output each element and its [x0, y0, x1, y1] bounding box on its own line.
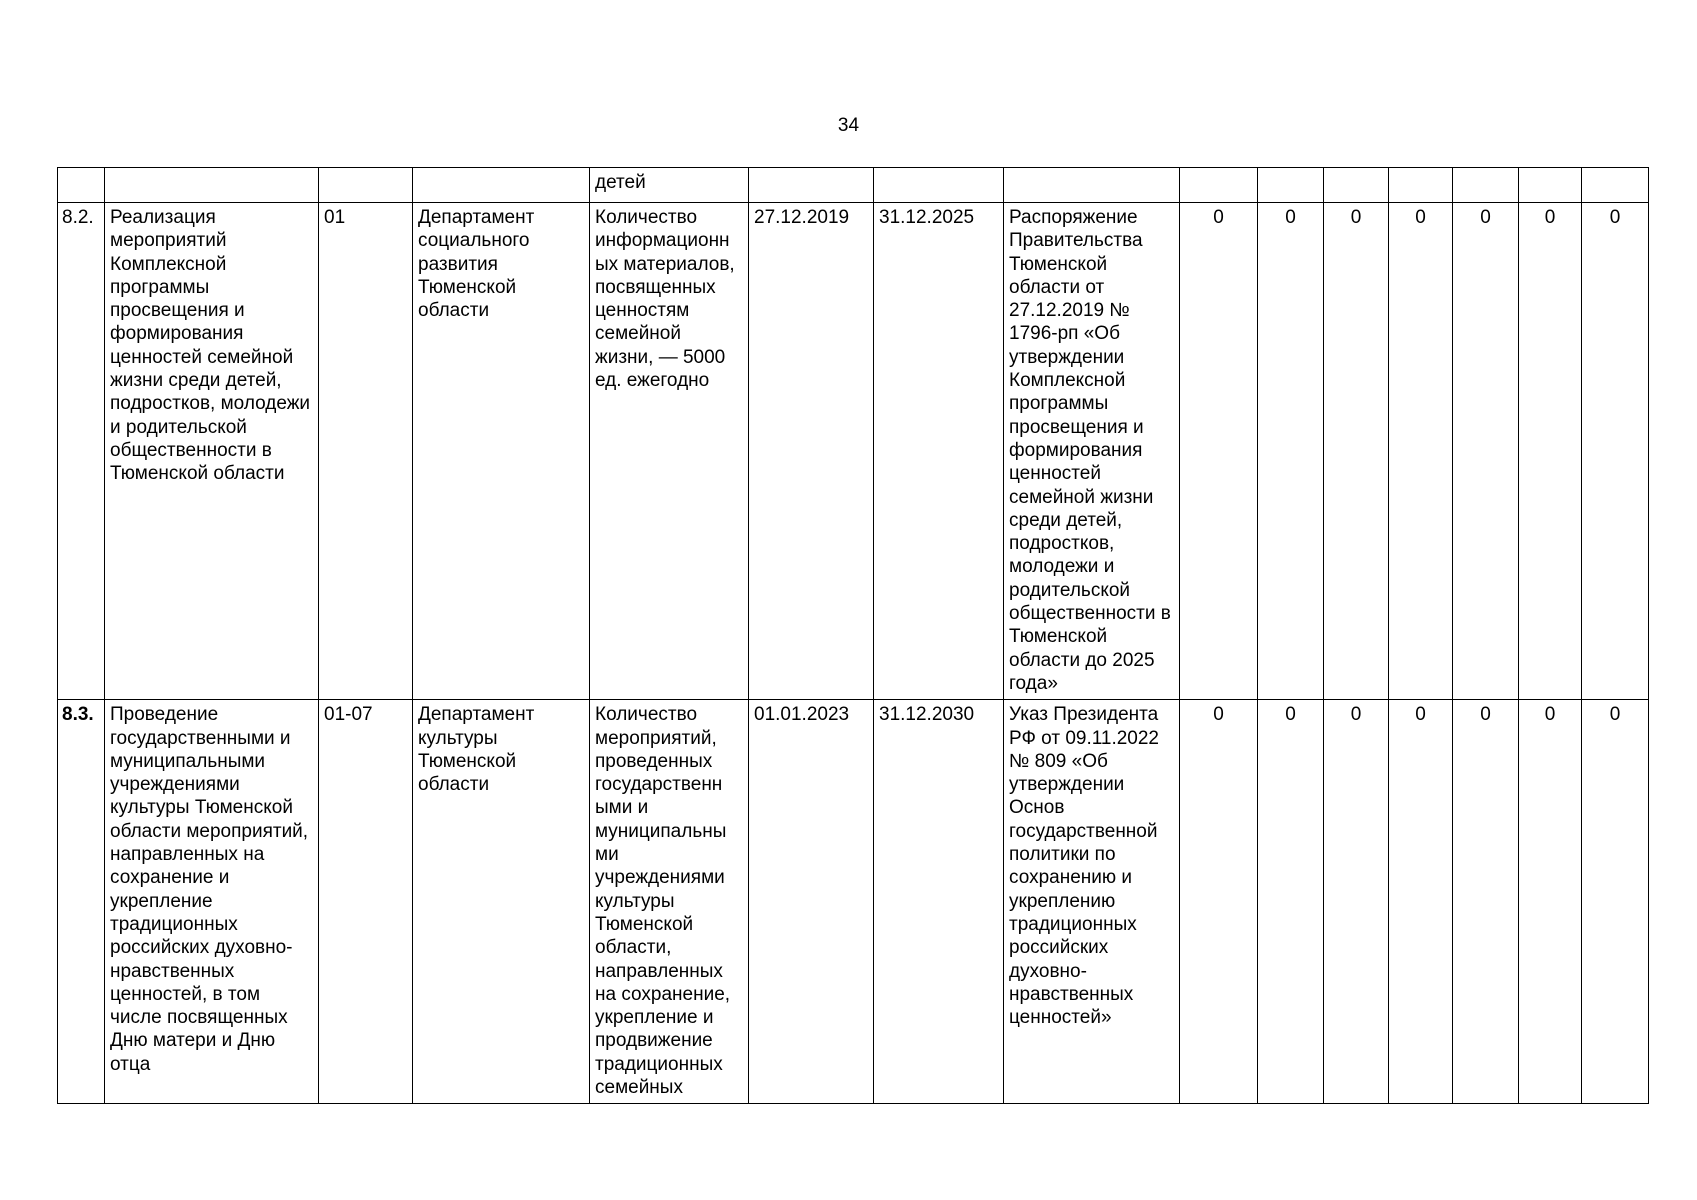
table-row-8-2 — [58, 203, 1649, 700]
page-number: 34 — [837, 115, 860, 136]
cell-value: 0 — [1389, 203, 1453, 700]
cell-name — [105, 168, 319, 203]
cell-code — [319, 168, 413, 203]
document-table — [57, 167, 1649, 1104]
cell-value: 0 — [1258, 203, 1324, 700]
cell-indicator: Количество мероприятий, проведенных государственн ыми и муниципальны ми учреждениями культуры Тюменской области, направленных на сохранение, укрепление и продвижение традиционных семейных — [590, 700, 749, 1104]
cell-value: 0 — [1180, 700, 1258, 1104]
table-row-8-3 — [58, 700, 1649, 1104]
cell-value: 0 — [1389, 700, 1453, 1104]
cell-value — [1324, 168, 1389, 203]
cell-document — [1004, 168, 1180, 203]
cell-end-date: 31.12.2030 — [874, 700, 1004, 1104]
cell-value: 0 — [1453, 203, 1519, 700]
cell-value: 0 — [1582, 700, 1649, 1104]
cell-value: 0 — [1519, 203, 1582, 700]
cell-executor — [413, 168, 590, 203]
cell-value: 0 — [1453, 700, 1519, 1104]
cell-start-date: 27.12.2019 — [749, 203, 874, 700]
cell-name: Реализация мероприятий Комплексной программы просвещения и формирования ценностей семейной жизни среди детей, подростков, молодежи и родительской общественности в Тюменской области — [105, 203, 319, 700]
cell-num — [58, 168, 105, 203]
cell-indicator: детей — [590, 168, 749, 203]
cell-code: 01 — [319, 203, 413, 700]
cell-value: 0 — [1519, 700, 1582, 1104]
cell-start-date — [749, 168, 874, 203]
cell-value: 0 — [1324, 700, 1389, 1104]
cell-value — [1519, 168, 1582, 203]
cell-indicator: Количество информационн ых материалов, посвященных ценностям семейной жизни, — 5000 ед. ежегодно — [590, 203, 749, 700]
cell-name: Проведение государственными и муниципальными учреждениями культуры Тюменской области мероприятий, направленных на сохранение и укрепление традиционных российских духовно-нравственных ценностей, в том числе посвященных Дню матери и Дню отца — [105, 700, 319, 1104]
cell-executor: Департамент культуры Тюменской области — [413, 700, 590, 1104]
cell-executor: Департамент социального развития Тюменской области — [413, 203, 590, 700]
cell-end-date — [874, 168, 1004, 203]
cell-start-date: 01.01.2023 — [749, 700, 874, 1104]
cell-value: 0 — [1582, 203, 1649, 700]
cell-value — [1258, 168, 1324, 203]
cell-value: 0 — [1258, 700, 1324, 1104]
cell-code: 01-07 — [319, 700, 413, 1104]
cell-num: 8.2. — [58, 203, 105, 700]
cell-value — [1389, 168, 1453, 203]
cell-document: Распоряжение Правительства Тюменской области от 27.12.2019 № 1796-рп «Об утверждении Комплексной программы просвещения и формирования ценностей семейной жизни среди детей, подростков, молодежи и родительской общественности в Тюменской области до 2025 года» — [1004, 203, 1180, 700]
cell-end-date: 31.12.2025 — [874, 203, 1004, 700]
cell-document: Указ Президента РФ от 09.11.2022 № 809 «Об утверждении Основ государственной политики по сохранению и укреплению традиционных российских духовно-нравственных ценностей» — [1004, 700, 1180, 1104]
cell-value: 0 — [1324, 203, 1389, 700]
cell-value — [1453, 168, 1519, 203]
cell-value: 0 — [1180, 203, 1258, 700]
cell-num: 8.3. — [58, 700, 105, 1104]
cell-value — [1582, 168, 1649, 203]
cell-value — [1180, 168, 1258, 203]
table-row-continued — [58, 168, 1649, 203]
